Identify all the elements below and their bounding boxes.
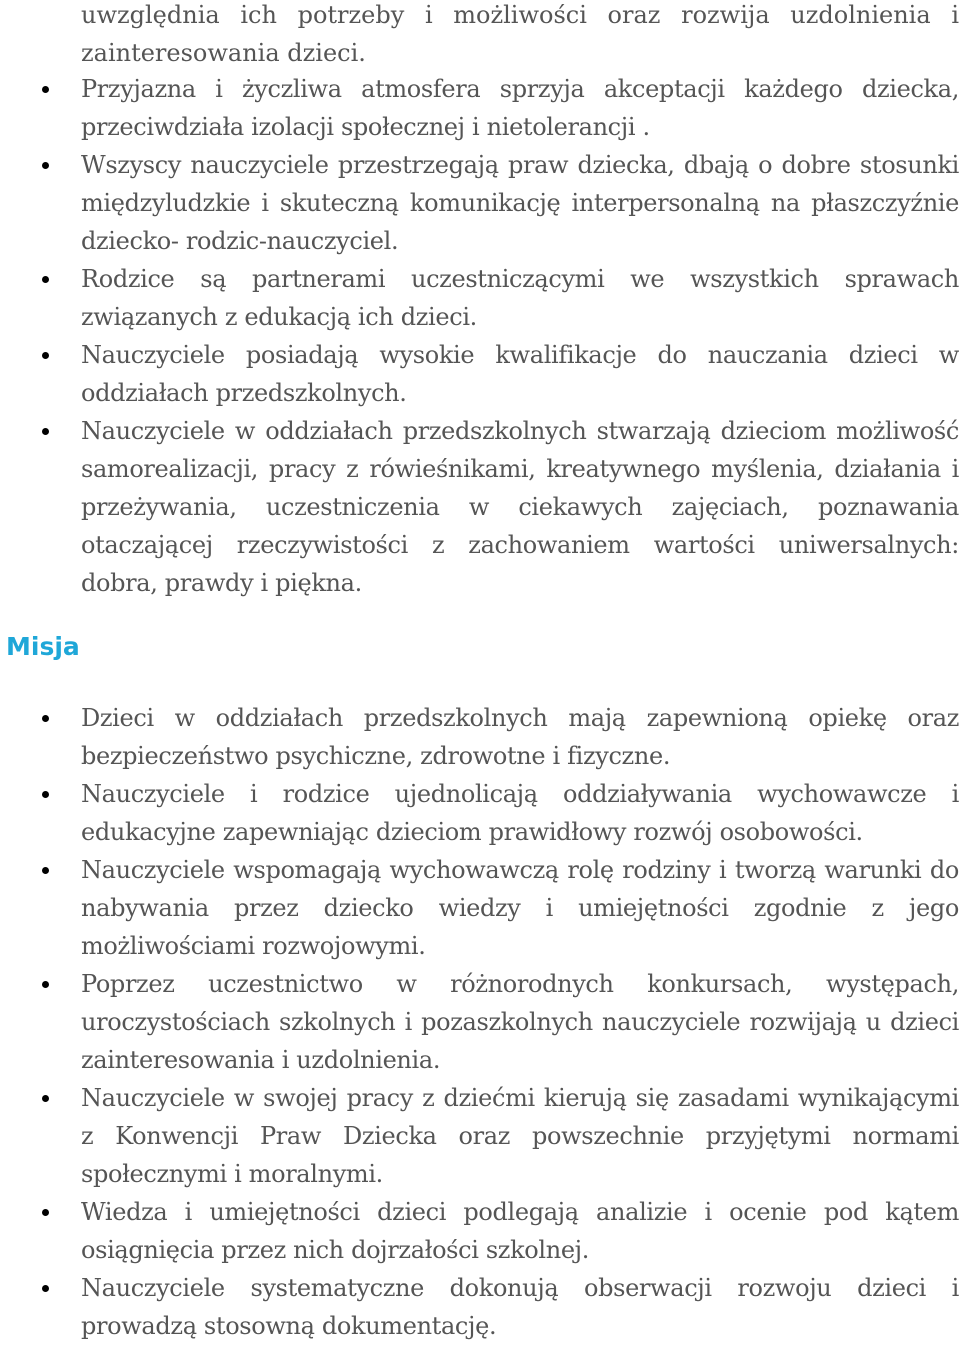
list-item: [0, 146, 960, 260]
section-heading-misja: Misja: [6, 632, 80, 661]
bullet-icon: [42, 352, 49, 359]
list-item: [0, 1269, 960, 1345]
list-item-text: Nauczyciele w swojej pracy z dziećmi kierują się zasadami wynikającymi z Konwencji Praw Dziecka oraz powszechnie przyjętymi normami społecznymi i moralnymi.: [81, 1084, 959, 1188]
list-item-text: Nauczyciele systematyczne dokonują obserwacji rozwoju dzieci i prowadzą stosowną dokumentację.: [81, 1274, 959, 1340]
bullet-icon: [42, 86, 49, 93]
bullet-icon: [42, 791, 49, 798]
bullet-icon: [42, 162, 49, 169]
bullet-list-mission: [0, 699, 960, 1345]
bullet-icon: [42, 867, 49, 874]
list-item: [0, 412, 960, 602]
list-item: [0, 965, 960, 1079]
bullet-icon: [42, 1285, 49, 1292]
list-item: [0, 70, 960, 146]
list-item: [0, 699, 960, 775]
list-item: [0, 336, 960, 412]
list-item-text: Wiedza i umiejętności dzieci podlegają analizie i ocenie pod kątem osiągnięcia przez nich dojrzałości szkolnej.: [81, 1198, 959, 1264]
list-item-text: Rodzice są partnerami uczestniczącymi we wszystkich sprawach związanych z edukacją ich dzieci.: [81, 265, 959, 331]
bullet-icon: [42, 276, 49, 283]
list-item-text: Poprzez uczestnictwo w różnorodnych konkursach, występach, uroczystościach szkolnych i pozaszkolnych nauczyciele rozwijają u dzieci zainteresowania i uzdolnienia.: [81, 970, 959, 1074]
bullet-icon: [42, 1209, 49, 1216]
list-item-text: Nauczyciele w oddziałach przedszkolnych stwarzają dzieciom możliwość samorealizacji, pracy z rówieśnikami, kreatywnego myślenia, działania i przeżywania, uczestniczenia w ciekawych zajęciach, poznawania otaczającej rzeczywistości z zachowaniem wartości uniwersalnych: dobra, prawdy i piękna.: [81, 417, 959, 597]
intro-paragraph: uwzględnia ich potrzeby i możliwości oraz rozwija uzdolnienia i zainteresowania dzieci.: [81, 1, 959, 67]
list-item: [0, 1193, 960, 1269]
list-item: [0, 260, 960, 336]
list-item-text: Nauczyciele i rodzice ujednolicają oddziaływania wychowawcze i edukacyjne zapewniając dzieciom prawidłowy rozwój osobowości.: [81, 780, 959, 846]
list-item-text: Wszyscy nauczyciele przestrzegają praw dziecka, dbają o dobre stosunki międzyludzkie i skuteczną komunikację interpersonalną na płaszczyźnie dziecko- rodzic-nauczyciel.: [81, 151, 959, 255]
bullet-list-values: [0, 70, 960, 602]
bullet-icon: [42, 1095, 49, 1102]
bullet-icon: [42, 428, 49, 435]
list-item: [0, 851, 960, 965]
bullet-icon: [42, 981, 49, 988]
bullet-icon: [42, 715, 49, 722]
list-item-text: Przyjazna i życzliwa atmosfera sprzyja akceptacji każdego dziecka, przeciwdziała izolacji społecznej i nietolerancji .: [81, 75, 959, 141]
list-item-text: Nauczyciele wspomagają wychowawczą rolę rodziny i tworzą warunki do nabywania przez dziecko wiedzy i umiejętności zgodnie z jego możliwościami rozwojowymi.: [81, 856, 959, 960]
list-item-text: Dzieci w oddziałach przedszkolnych mają zapewnioną opiekę oraz bezpieczeństwo psychiczne, zdrowotne i fizyczne.: [81, 704, 959, 770]
list-item: [0, 1079, 960, 1193]
list-item: [0, 775, 960, 851]
list-item-text: Nauczyciele posiadają wysokie kwalifikacje do nauczania dzieci w oddziałach przedszkolnych.: [81, 341, 959, 407]
